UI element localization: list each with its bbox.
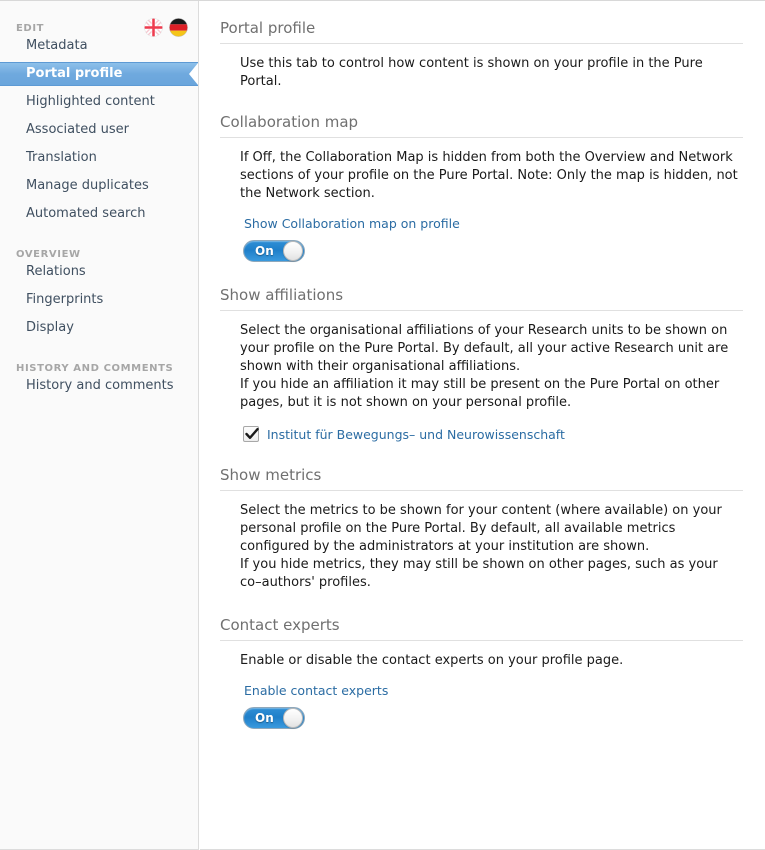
show-metrics-paragraph-2: If you hide metrics, they may still be shown on other pages, such as your co–authors' profiles.	[240, 557, 718, 590]
sidebar-item-label: Display	[26, 320, 74, 335]
affiliation-label[interactable]: Institut für Bewegungs– und Neurowissenschaft	[267, 426, 565, 442]
show-collaboration-map-link[interactable]: Show Collaboration map on profile	[244, 216, 460, 231]
collaboration-map-description: If Off, the Collaboration Map is hidden from both the Overview and Network sections of your profile on the Pure Portal. Note: Only the map is hidden, not the Network section.	[240, 150, 738, 201]
toggle-knob[interactable]	[283, 241, 303, 261]
contact-experts-toggle-wrap	[243, 707, 743, 729]
sidebar-item-fingerprints[interactable]	[0, 288, 198, 312]
sidebar	[0, 1, 199, 850]
section-collaboration-map	[220, 91, 743, 262]
sidebar-item-metadata[interactable]	[0, 34, 198, 58]
show-metrics-title: Show metrics	[220, 466, 743, 491]
section-show-metrics	[220, 442, 743, 592]
section-show-affiliations	[220, 262, 743, 442]
sidebar-item-display[interactable]	[0, 316, 198, 340]
section-portal-profile	[220, 1, 743, 91]
affiliation-checkbox[interactable]	[243, 426, 259, 442]
contact-experts-description: Enable or disable the contact experts on your profile page.	[240, 653, 624, 668]
collaboration-map-toggle[interactable]	[243, 240, 305, 262]
sidebar-item-label: Metadata	[26, 38, 88, 53]
sidebar-item-label: Fingerprints	[26, 292, 104, 307]
portal-profile-description: Use this tab to control how content is shown on your profile in the Pure Portal.	[240, 56, 703, 89]
sidebar-group-history-and-comments	[0, 340, 198, 398]
section-body	[220, 491, 743, 592]
sidebar-group-edit	[0, 1, 198, 226]
section-body	[220, 138, 743, 262]
sidebar-item-label: History and comments	[26, 378, 174, 393]
checkmark-icon	[245, 427, 259, 441]
sidebar-item-label: Manage duplicates	[26, 178, 149, 193]
contact-experts-toggle[interactable]	[243, 707, 305, 729]
sidebar-item-label: Relations	[26, 264, 86, 279]
main-content	[200, 1, 765, 850]
show-affiliations-paragraph-1: Select the organisational affiliations of your Research units to be shown on your profile on the Pure Portal. By default, all your active Research unit are shown with their organisational affiliations.	[240, 323, 729, 374]
section-contact-experts	[220, 592, 743, 729]
sidebar-item-history-and-comments[interactable]	[0, 374, 198, 398]
sidebar-item-translation[interactable]	[0, 146, 198, 170]
sidebar-group-label-history: HISTORY AND COMMENTS	[16, 363, 174, 374]
contact-experts-title: Contact experts	[220, 616, 743, 641]
section-body	[220, 44, 743, 91]
page-title: Portal profile	[220, 19, 743, 44]
sidebar-item-highlighted-content[interactable]	[0, 90, 198, 114]
section-body	[220, 311, 743, 442]
toggle-state-label: On	[255, 711, 274, 725]
show-affiliations-title: Show affiliations	[220, 286, 743, 311]
toggle-state-label: On	[255, 244, 274, 258]
affiliation-row[interactable]	[243, 426, 743, 442]
enable-contact-experts-link[interactable]: Enable contact experts	[244, 683, 389, 698]
sidebar-item-label: Highlighted content	[26, 94, 155, 109]
collaboration-map-title: Collaboration map	[220, 113, 743, 138]
sidebar-group-overview	[0, 226, 198, 340]
show-affiliations-paragraph-2: If you hide an affiliation it may still be present on the Pure Portal on other pages, but it is not shown on your personal profile.	[240, 377, 720, 410]
sidebar-item-label: Associated user	[26, 122, 129, 137]
show-metrics-paragraph-1: Select the metrics to be shown for your content (where available) on your personal profile on the Pure Portal. By default, all available metrics configured by the administrators at your institution are shown.	[240, 503, 722, 554]
sidebar-item-automated-search[interactable]	[0, 202, 198, 226]
sidebar-item-label: Portal profile	[26, 66, 123, 81]
sidebar-item-label: Automated search	[26, 206, 146, 221]
sidebar-item-relations[interactable]	[0, 260, 198, 284]
sidebar-item-associated-user[interactable]	[0, 118, 198, 142]
section-body	[220, 641, 743, 729]
sidebar-group-label-overview: OVERVIEW	[16, 249, 81, 260]
sidebar-item-portal-profile[interactable]	[0, 62, 198, 86]
sidebar-item-label: Translation	[26, 150, 97, 165]
toggle-knob[interactable]	[283, 708, 303, 728]
collaboration-map-toggle-wrap	[243, 240, 743, 262]
sidebar-group-label-edit: EDIT	[16, 23, 45, 34]
sidebar-item-manage-duplicates[interactable]	[0, 174, 198, 198]
